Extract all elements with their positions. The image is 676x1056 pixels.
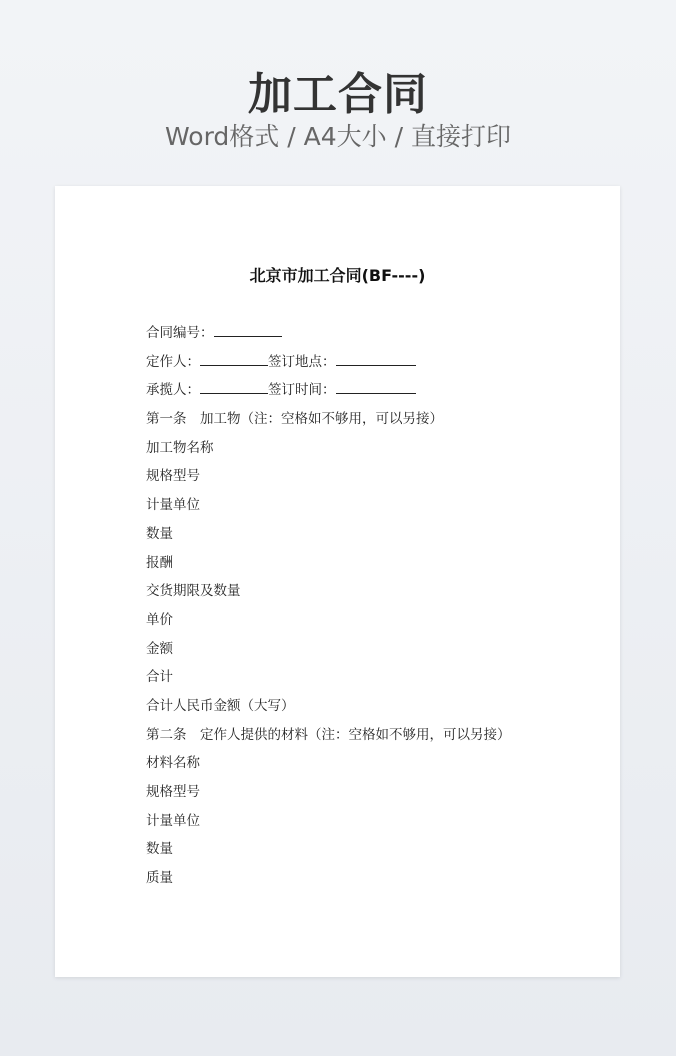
contract-number-line — [146, 322, 586, 351]
sign-time-blank — [336, 379, 416, 394]
contractor-blank — [200, 379, 268, 394]
list-item: 交货期限及数量 — [146, 583, 241, 600]
document-page — [55, 186, 620, 977]
page-title: 加工合同 — [248, 69, 428, 120]
article-2-heading: 第二条 定作人提供的材料（注：空格如不够用，可以另接） — [146, 726, 511, 743]
contract-number-blank — [214, 322, 282, 337]
list-item: 金额 — [146, 640, 173, 657]
list-item: 单价 — [146, 611, 173, 628]
list-item: 材料名称 — [146, 755, 200, 772]
list-item: 计量单位 — [146, 497, 200, 514]
list-item: 规格型号 — [146, 784, 200, 800]
document-title: 北京市加工合同(BF----) — [249, 266, 426, 285]
list-item: 合计人民币金额（大写） — [146, 697, 295, 714]
ordering-party-line — [146, 351, 586, 380]
ordering-party-blank — [200, 351, 268, 366]
sign-place-label: 签订地点： — [268, 353, 336, 370]
sign-place-blank — [336, 351, 416, 366]
contractor-line — [146, 379, 586, 408]
ordering-party-label: 定作人： — [146, 353, 200, 370]
contractor-label: 承揽人： — [146, 382, 200, 399]
page-subtitle: Word格式 / A4大小 / 直接打印 — [165, 122, 511, 151]
contract-number-label: 合同编号： — [146, 325, 214, 341]
list-item: 报酬 — [146, 554, 173, 571]
list-item: 计量单位 — [146, 812, 200, 829]
list-item: 质量 — [146, 870, 173, 887]
article-1-heading: 第一条 加工物（注：空格如不够用，可以另接） — [146, 411, 443, 428]
sign-time-label: 签订时间： — [268, 382, 336, 399]
list-item: 规格型号 — [146, 468, 200, 485]
list-item: 加工物名称 — [146, 439, 214, 456]
list-item: 合计 — [146, 669, 173, 686]
list-item: 数量 — [146, 525, 173, 542]
document-body — [146, 322, 586, 896]
list-item: 数量 — [146, 841, 173, 858]
